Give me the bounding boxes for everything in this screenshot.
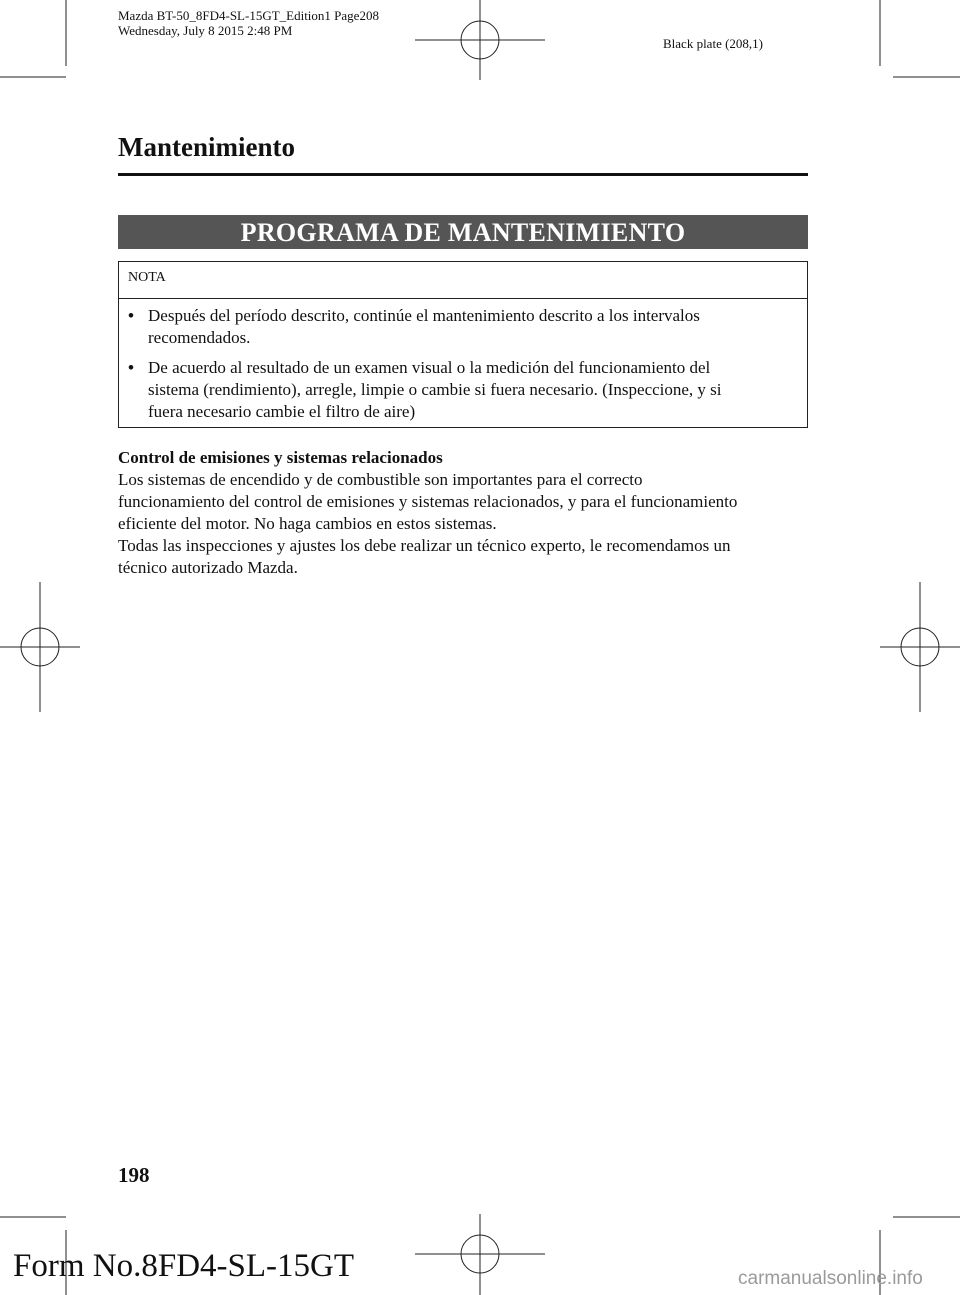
bullet-icon: • <box>128 358 134 377</box>
note-line: fuera necesario cambie el filtro de aire) <box>148 402 416 421</box>
note-line: De acuerdo al resultado de un examen visual o la medición del funcionamiento del <box>148 358 711 377</box>
banner-title: PROGRAMA DE MANTENIMIENTO <box>118 215 808 249</box>
print-header-line1: Mazda BT-50_8FD4-SL-15GT_Edition1 Page208 <box>118 8 379 23</box>
note-heading: NOTA <box>119 262 807 299</box>
bullet-icon: • <box>128 306 134 325</box>
note-line: recomendados. <box>148 328 251 347</box>
emissions-heading: Control de emisiones y sistemas relacionados <box>118 448 443 467</box>
crosshair-right <box>880 582 960 712</box>
crosshair-left <box>0 582 80 712</box>
note-body <box>119 299 807 431</box>
note-line: Después del período descrito, continúe el mantenimiento descrito a los intervalos <box>148 306 700 325</box>
page-number: 198 <box>118 1163 150 1187</box>
body-line: eficiente del motor. No haga cambios en estos sistemas. <box>118 514 497 533</box>
note-line: sistema (rendimiento), arregle, limpie o cambie si fuera necesario. (Inspeccione, y si <box>148 380 722 399</box>
body-line: Todas las inspecciones y ajustes los debe realizar un técnico experto, le recomendamos un <box>118 536 731 555</box>
note-bullet <box>128 305 798 349</box>
print-header <box>118 8 379 38</box>
body-line: técnico autorizado Mazda. <box>118 558 298 577</box>
form-number: Form No.8FD4-SL-15GT <box>13 1248 355 1284</box>
note-box <box>118 261 808 428</box>
plate-label: Black plate (208,1) <box>663 36 763 51</box>
note-bullet <box>128 357 798 423</box>
body-line: funcionamiento del control de emisiones y sistemas relacionados, y para el funcionamiento <box>118 492 738 511</box>
crosshair-bottom <box>415 1214 545 1295</box>
crosshair-top <box>415 0 545 80</box>
section-rule <box>118 173 808 176</box>
watermark: carmanualsonline.info <box>738 1268 923 1289</box>
print-header-line2: Wednesday, July 8 2015 2:48 PM <box>118 23 293 38</box>
emissions-section <box>118 447 818 579</box>
body-line: Los sistemas de encendido y de combustible son importantes para el correcto <box>118 470 643 489</box>
section-title: Mantenimiento <box>118 132 295 162</box>
